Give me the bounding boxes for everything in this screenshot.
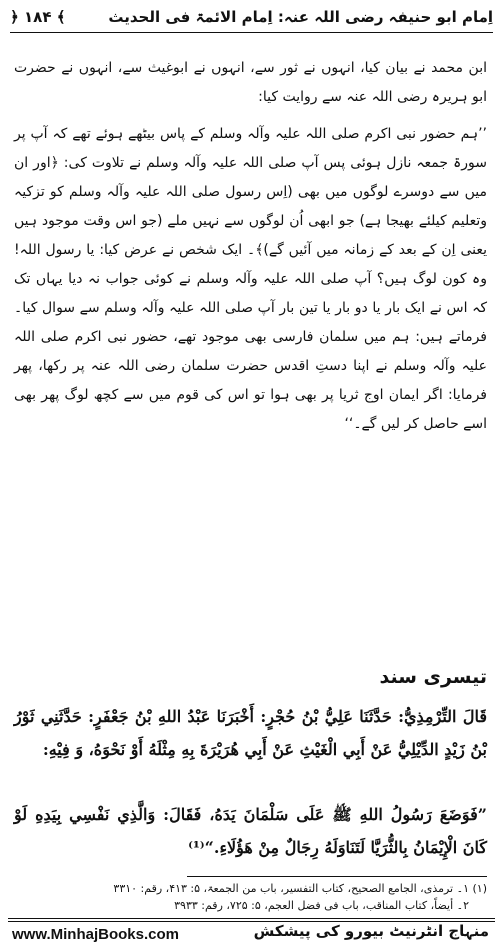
- page-number: ﴿ ۱۸۴ ﴾: [10, 8, 66, 26]
- footnote-divider: [187, 876, 487, 877]
- section-heading: تیسری سند: [379, 666, 487, 688]
- footer-divider: [8, 918, 495, 919]
- arabic-matn-paragraph: ”فَوَضَعَ رَسُولُ اللهِ ﷺ عَلَى سَلْمَانَ يَدَهُ، فَقَالَ: وَالَّذِي نَفْسِي بِيَدِهِ لَوْ كَانَ الْإِيْمَانُ بِالثُّرَيَّا لَتَنَاوَلَهُ رِجَالٌ مِنْ هَؤُلَاءِ.“⁽¹⁾: [14, 805, 487, 857]
- footnote-1: (۱) ۱۔ ترمذی، الجامع الصحیح، کتاب التفسیر، باب من الجمعۃ، ۵: ۴۱۳، رقم: ۳۳۱۰: [113, 882, 487, 895]
- header-divider: [10, 32, 493, 33]
- urdu-intro-paragraph: ابن محمد نے بیان کیا، انہوں نے ثور سے، انہوں نے ابوغیث سے، انہوں نے حضرت ابو ہریرہ رضی اللہ عنہ سے روایت کیا:: [14, 60, 487, 105]
- arabic-isnad-paragraph: قَالَ التِّرْمِذِيُّ: حَدَّثَنَا عَلِيُّ بْنُ حُجْرٍ: أَخْبَرَنَا عَبْدُ اللهِ بْنُ جَعْفَرٍ: حَدَّثَنِي ثَوْرُ بْنُ زَيْدٍ الدِّيْلِيُّ عَنْ أَبِي الْغَيْثِ عَنْ أَبِي هُرَيْرَةَ بِهِ مِثْلَهُ أَوْ نَحْوَهُ، وَ فِيْهِ:: [14, 707, 487, 759]
- footnotes: [14, 880, 487, 914]
- website-link[interactable]: www.MinhajBooks.com: [12, 926, 179, 943]
- urdu-hadith-paragraph: ’’ہم حضور نبی اکرم صلی اللہ علیہ وآلہ وسلم کے پاس بیٹھے ہوئے تھے کہ آپ پر سورۃ جمعہ نازل ہوئی پس آپ صلی اللہ علیہ وآلہ وسلم نے تلاوت کی: ﴿اور ان میں سے دوسرے لوگوں میں بھی (اِس رسول صلی اللہ علیہ وآلہ وسلم کو تزکیہ وتعلیم کیلئے بھیجا ہے) جو ابھی اُن لوگوں سے نہیں ملے (جو اس وقت موجود ہیں یعنی اِن کے بعد کے زمانہ میں آئیں گے)﴾۔ ایک شخص نے عرض کیا: یا رسول اللہ! وہ کون لوگ ہیں؟ آپ صلی اللہ علیہ وآلہ وسلم نے کوئی جواب نہ دیا یہاں تک کہ اس نے ایک بار یا دو بار یا تین بار آپ صلی اللہ علیہ وآلہ وسلم سے سوال کیا۔ فرماتے ہیں: ہم میں سلمان فارسی بھی موجود تھے، حضور نبی اکرم صلی اللہ علیہ وآلہ وسلم نے اپنا دستِ اقدس حضرت سلمان رضی اللہ عنہ پر رکھا، پھر فرمایا: اگر ایمان اوج ثریا پر بھی ہوا تو اس کی قوم میں سے کچھ لوگ پھر بھی اسے حاصل کر لیں گے۔‘‘: [14, 126, 487, 432]
- running-header-title: اِمام ابو حنیفہ رضی اللہ عنہ: اِمام الائمۃ فی الحدیث: [108, 8, 493, 26]
- footnote-2: ۲۔ أیضاً، کتاب المناقب، باب فی فضل العجم، ۵: ۷۲۵، رقم: ۳۹۳۳: [174, 899, 469, 912]
- publisher-credit: منہاج انٹرنیٹ بیورو کی پیشکش: [253, 922, 489, 940]
